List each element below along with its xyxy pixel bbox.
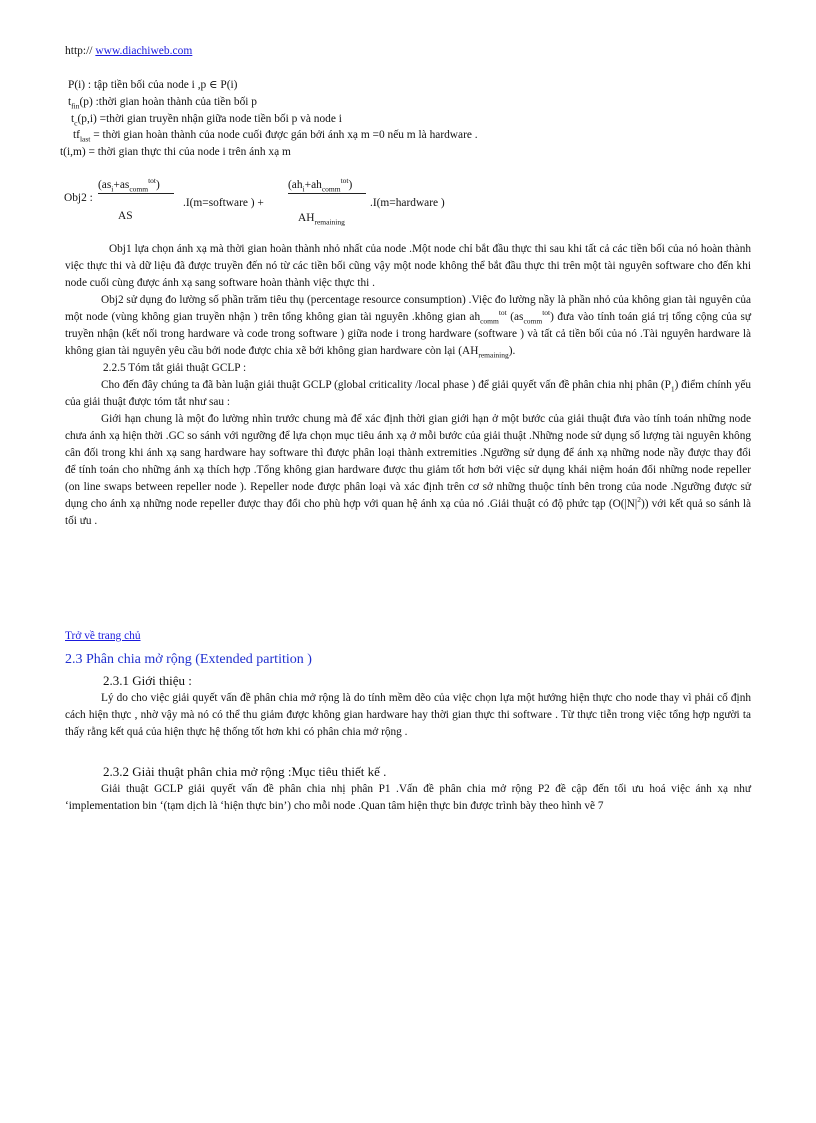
sym: t <box>68 96 72 108</box>
t: (as <box>506 311 524 323</box>
t: 1 <box>670 384 675 394</box>
t: comm <box>480 316 499 326</box>
def-last-finish <box>73 127 478 144</box>
t: comm <box>523 316 543 326</box>
sym: t <box>71 113 75 125</box>
t: )) với kết quả so sánh là tối ưu . <box>65 498 751 527</box>
paragraph-obj2 <box>65 292 751 360</box>
t: tot <box>498 308 507 318</box>
heading-2-3-1: 2.3.1 Giới thiệu : <box>103 673 192 688</box>
def-text: = thời gian hoàn thành của node cuối được gán bởi ánh xạ m =0 nếu m là hardware . <box>90 129 478 141</box>
t: Obj2 sử dụng đo lường số phần trăm tiêu thụ (percentage resource consumption) .Việc đo lường nầy là phần nhỏ của không gian tài nguyên của một node (vùng không gian truyền nhận ) trên tổng không gian tài nguyên .không gian ah <box>65 294 751 323</box>
formula-denominator-1: AS <box>118 210 133 222</box>
heading-2-3: 2.3 Phân chia mở rộng (Extended partition ) <box>65 652 312 667</box>
paragraph-obj1: Obj1 lựa chọn ánh xạ mà thời gian hoàn thành nhỏ nhất của node .Một node chỉ bắt đầu thực thi sau khi tất cả các tiền bối của nó hoàn thành việc thực thi và dữ liệu đã được truyền đến nó từ các tiền bối cũng vậy một node không thể bắt đầu thực thi trên một tài nguyên software cho đến khi node cuối cùng được ánh xạ sang software hoàn thành việc thực thi . <box>65 243 751 289</box>
def-predecessor-set: P(i) : tập tiền bối của node i ,p ∈ P(i) <box>68 79 238 91</box>
back-to-home-link[interactable]: Trở về trang chủ <box>65 630 141 642</box>
body-section-3 <box>65 781 751 815</box>
page-header-url <box>65 43 192 60</box>
t: i <box>111 184 114 194</box>
t: ) đưa vào tính toán giá trị tổng cộng của sự truyền nhận (kết nối trong hardware và code trong software ) giữa node i trong hardware (software ) và tất cả tiền bối của nó .Tài nguyên hardware là không gian tài nguyên yêu cầu bởi node được chia xẽ bởi không gian hardware còn lại (AH <box>65 311 751 357</box>
url-prefix: http:// <box>65 45 96 57</box>
sym: tf <box>73 129 80 141</box>
formula-denominator-2 <box>298 210 345 227</box>
t: ) <box>348 179 353 191</box>
paragraph-gclp-intro <box>65 377 751 411</box>
t: AH <box>298 212 315 224</box>
t: ) điểm chính yếu của giải thuật được tóm tắt như sau : <box>65 379 751 408</box>
t: remaining <box>478 350 509 360</box>
t: ). <box>508 345 516 357</box>
sym-sub: fin <box>71 101 80 111</box>
body-section-1 <box>65 241 751 530</box>
paragraph-extended-algorithm: Giải thuật GCLP giải quyết vấn đề phân chia nhị phân P1 .Vấn đề phân chia mở rộng P2 đề cập đến tối ưu hoá việc ánh xạ như ‘implementation bin ‘(tạm dịch là ‘hiện thực bin’) cho mỗi node .Quan tâm hiện thực bin được trình bày theo hình vẽ 7 <box>65 783 751 812</box>
sym-sub: c <box>74 118 78 128</box>
sym-sub: last <box>79 134 91 144</box>
def-text: (p,i) =thời gian truyền nhận giữa node tiền bối p và node i <box>77 113 342 125</box>
t: tot <box>542 308 551 318</box>
def-comm-time <box>71 111 342 128</box>
t: i <box>302 184 305 194</box>
heading-2-3-2: 2.3.2 Giải thuật phân chia mở rộng :Mục tiêu thiết kế . <box>103 764 387 779</box>
website-link[interactable]: www.diachiweb.com <box>95 45 193 57</box>
t: comm <box>321 184 341 194</box>
def-exec-time: t(i,m) = thời gian thực thi của node i trên ánh xạ m <box>60 146 291 158</box>
t: 2 <box>637 495 641 505</box>
t: +as <box>113 179 130 191</box>
fraction-bar-1 <box>98 193 174 194</box>
body-section-2 <box>65 690 751 741</box>
formula-label: Obj2 : <box>64 192 93 204</box>
formula-hardware-term: .I(m=hardware ) <box>370 197 445 209</box>
paragraph-extended-intro: Lý do cho việc giải quyết vấn đề phân chia mở rộng là do tính mềm dẽo của việc chọn lựa một hướng hiện thực cho node thay vì phải cố định cách hiện thực , nhờ vậy mà nó có thể thu giảm được không gian hardware hay thời gian thực thi software . Từ thực tiễn trong việc tổng hợp người ta thấy rằng kết quả của hiện thực hệ thống tốt hơn khi có phân chia mở rộng . <box>65 692 751 738</box>
formula-numerator-1 <box>98 177 160 194</box>
def-text: (p) :thời gian hoàn thành của tiền bối p <box>79 96 257 108</box>
t: ) <box>155 179 160 191</box>
t: tot <box>148 176 156 186</box>
fraction-bar-2 <box>288 193 366 194</box>
t: comm <box>129 184 149 194</box>
formula-software-term: .I(m=software ) + <box>183 197 264 209</box>
t: (as <box>98 179 112 191</box>
formula-numerator-2 <box>288 177 352 194</box>
t: Cho đến đây chúng ta đã bàn luận giải thuật GCLP (global criticality /local phase ) để giải quyết vấn đề phân chia nhị phân (P <box>101 379 671 391</box>
t: +ah <box>304 179 322 191</box>
t: tot <box>340 176 349 186</box>
t: (ah <box>288 179 303 191</box>
t: remaining <box>314 217 345 227</box>
def-finish-time <box>68 94 257 111</box>
t: Giới hạn chung là một đo lường nhìn trước chung mà để xác định thời gian giới hạn ở một bước của giải thuật đưa vào tính toán những node chưa ánh xạ hiện thời .GC so sánh với ngưỡng để lựa chọn mục tiêu ánh xạ ở mỗi bước của giải thuật .Những node sử dụng số lượng tài nguyên không cân đối trong khi ánh xạ sang hardware hay software thì được phân loại thành extremities .Ngưỡng sử dụng để ánh xạ những node nầy được thay đổi để tính toán cho những ánh xạ thích hợp .Tổng không gian hardware được thu giảm tốt hơn bởi việc sử dụng khái niệm hoán đổi những node repeller (on line swaps between repeller node ). Repeller node được phân loại và xác định trên cơ sở những thuộc tính bên trong của node .Ngưỡng được sử dụng cho ánh xạ những node repeller được thay đổi cho phù hợp với quan hệ ánh xạ của nó .Giải thuật có độ phức tạp (O(|N| <box>65 413 751 510</box>
paragraph-gclp-summary <box>65 411 751 530</box>
heading-2-2-5: 2.2.5 Tóm tắt giải thuật GCLP : <box>103 362 247 374</box>
